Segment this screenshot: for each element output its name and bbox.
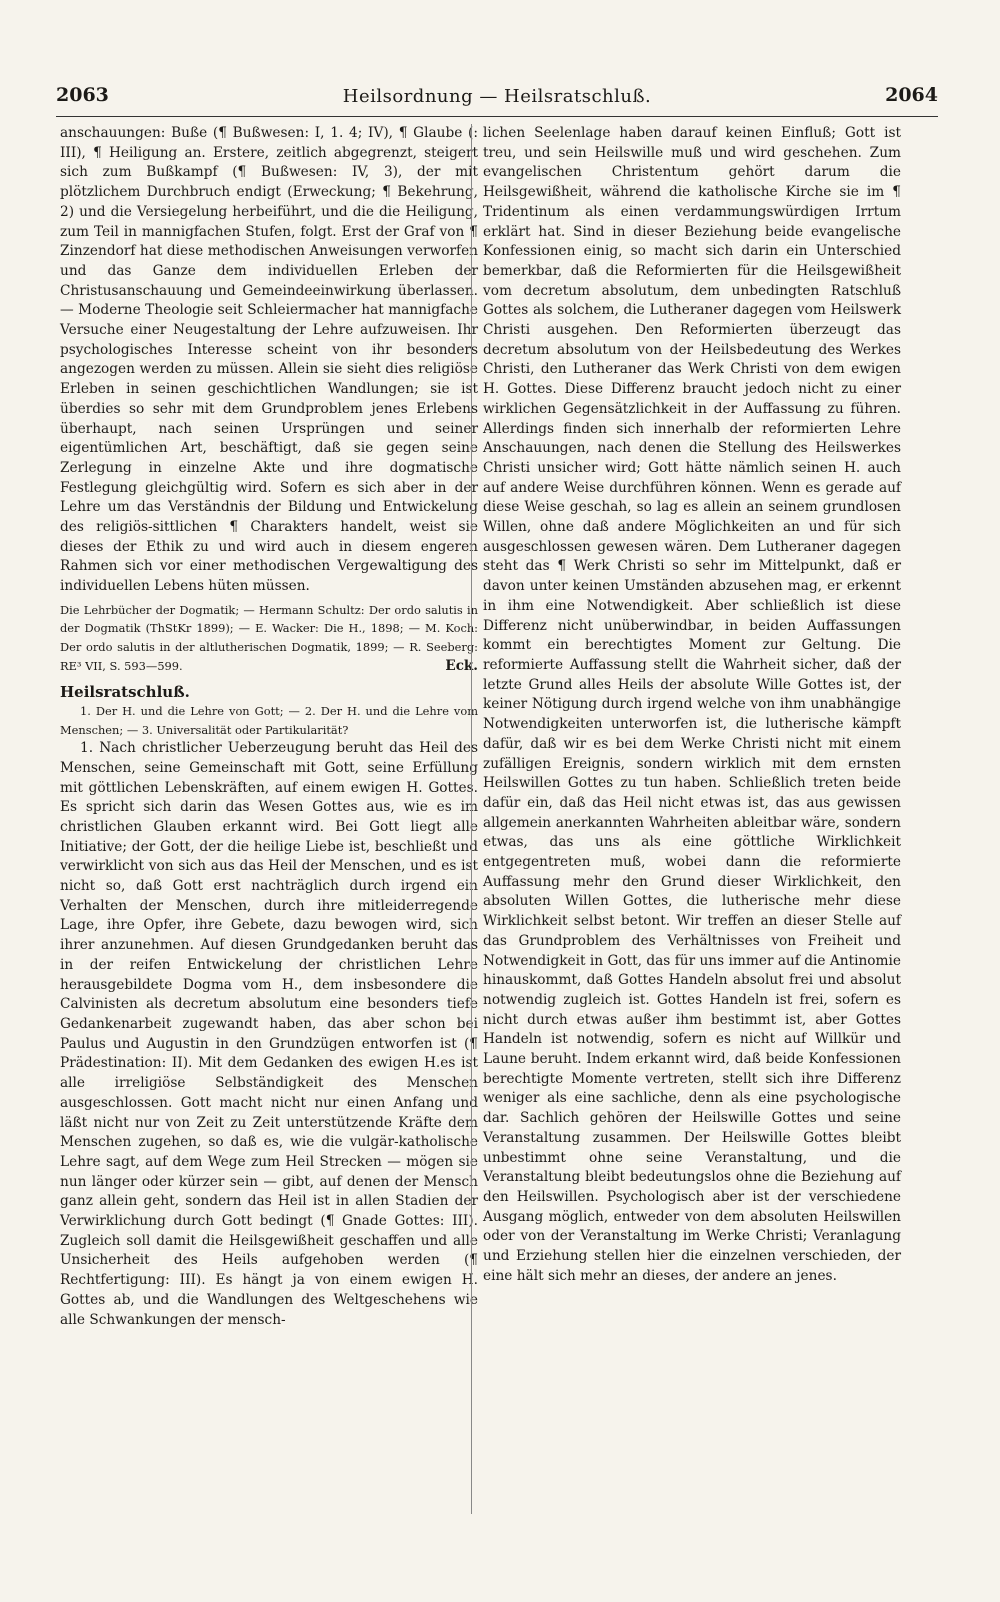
page-number-right: 2064 (885, 84, 938, 106)
page-number-left: 2063 (56, 84, 109, 106)
paragraph-continuation: lichen Seelenlage haben darauf keinen Einfluß; Gott ist treu, und sein Heilswille muß und wird geschehen. Zum evangelischen Christentum gehört darum die Heilsgewißheit, während die katholische Kirche sie im ¶ Tridentinum als einen verdammungswürdigen Irrtum erklärt hat. Sind in dieser Beziehung beide evangelische Konfessionen einig, so macht sich darin ein Unterschied bemerkbar, daß die Reformierten für die Heilsgewißheit vom decretum absolutum, dem unbedingten Ratschluß Gottes als solchem, die Lutheraner dagegen vom Heilswerk Christi ausgehen. Den Reformierten überzeugt das decretum absolutum von der Heilsbedeutung des Werkes Christi, den Lutheraner das Werk Christi von dem ewigen H. Gottes. Diese Differenz braucht jedoch nicht zu einer wirklichen Gegensätzlichkeit in der Auffassung zu führen. Allerdings finden sich innerhalb der reformierten Lehre Anschauungen, nach denen die Stellung des Heilswerkes Christi unsicher wird; Gott hätte nämlich seinen H. auch auf andere Weise durchführen können. Wenn es gerade auf diese Weise geschah, so lag es allein an seinem grundlosen Willen, ohne daß andere Möglichkeiten an und für sich ausgeschlossen gewesen wären. Dem Lutheraner dagegen steht das ¶ Werk Christi so sehr im Mittelpunkt, daß er davon unter keinen Umständen abzusehen mag, er erkennt in ihm eine Notwendigkeit. Aber schließlich ist diese Differenz nicht unüberwindbar, in beiden Auffassungen kommt ein berechtigtes Moment zur Geltung. Die reformierte Auffassung stellt die Wahrheit sicher, daß der letzte Grund alles Heils der absolute Wille Gottes ist, der keiner Nötigung durch irgend welche von ihm unabhängige Notwendigkeiten unterworfen ist, die lutherische kämpft dafür, daß wir es bei dem Werke Christi nicht mit einem zufälligen Ereignis, sondern wirklich mit dem ernsten Heilswillen Gottes zu tun haben. Schließlich treten beide dafür ein, daß das Heil nicht etwas ist, das aus gewissen allgemein anerkannten Wahrheiten ableitbar wäre, sondern etwas, das uns als eine göttliche Wirklichkeit entgegentreten muß, wobei dann die reformierte Auffassung mehr den Grund dieser Wirklichkeit, den absoluten Willen Gottes, die lutherische mehr diese Wirklichkeit selbst betont. Wir treffen an dieser Stelle auf das Grundproblem des Verhältnisses von Freiheit und Notwendigkeit in Gott, das für uns immer auf die Antinomie hinauskommt, daß Gottes Handeln absolut frei und absolut notwendig zugleich ist. Gottes Handeln ist frei, sofern es nicht durch etwas außer ihm bestimmt ist, aber Gottes Handeln ist notwendig, sofern es nicht auf Willkür und Laune beruht. Indem erkannt wird, daß beide Konfessionen berechtigte Momente vertreten, stellt sich ihre Differenz weniger als eine sachliche, denn als eine psychologische dar. Sachlich gehören der Heilswille Gottes und seine Veranstaltung zusammen. Der Heilswille Gottes bleibt unbestimmt ohne seine Veranstaltung, und die Veranstaltung bleibt bedeutungslos ohne die Beziehung auf den Heilswillen. Psychologisch aber ist der verschiedene Ausgang möglich, entweder von dem absoluten Heilswillen oder von der Veranstaltung im Werke Christi; Veranlagung und Erziehung stellen hier die einzelnen verschieden, der eine hält sich mehr an dieses, der andere an jenes. (483, 125, 901, 1284)
left-column (60, 124, 478, 1330)
paragraph-section-1: 1. Nach christlicher Ueberzeugung beruht das Heil des Menschen, seine Gemeinschaft mit Gott, seine Erfüllung mit göttlichen Lebenskräften, auf einem ewigen H. Gottes. Es spricht sich darin das Wesen Gottes aus, wie es im christlichen Glauben erkannt wird. Bei Gott liegt alle Initiative; der Gott, der die heilige Liebe ist, beschließt und verwirklicht von sich aus das Heil der Menschen, und es ist nicht so, daß Gott erst nachträglich durch irgend ein Verhalten der Menschen, durch ihre mitleiderregende Lage, ihre Opfer, ihre Gebete, dazu bewogen wird, sich ihrer anzunehmen. Auf diesen Grundgedanken beruht das in der reifen Entwickelung der christlichen Lehre herausgebildete Dogma vom H., dem insbesondere die Calvinisten als decretum absolutum eine besonders tiefe Gedankenarbeit zugewandt haben, das aber schon bei Paulus und Augustin in den Grundzügen entworfen ist (¶ Prädestination: II). Mit dem Gedanken des ewigen H.es ist alle irreligiöse Selbständigkeit des Menschen ausgeschlossen. Gott macht nicht nur einen Anfang und läßt nicht nur von Zeit zu Zeit unterstützende Kräfte dem Menschen zugehen, so daß es, wie die vulgär-katholische Lehre sagt, auf dem Wege zum Heil Strecken — mögen sie nun länger oder kürzer sein — gibt, auf denen der Mensch ganz allein geht, sondern das Heil ist in allen Stadien der Verwirklichung durch Gott bedingt (¶ Gnade Gottes: III). Zugleich soll damit die Heilsgewißheit geschaffen und alle Unsicherheit des Heils aufgehoben werden (¶ Rechtfertigung: III). Es hängt ja von einem ewigen H. Gottes ab, und die Wandlungen des Weltgeschehens wie alle Schwankungen der mensch- (60, 740, 478, 1328)
column-divider (471, 124, 472, 1514)
article-outline: 1. Der H. und die Lehre von Gott; — 2. Der H. und die Lehre vom Menschen; — 3. Universalität oder Partikularität? (60, 703, 478, 737)
paragraph-heilsordnung-end: anschauungen: Buße (¶ Bußwesen: I, 1. 4; IV), ¶ Glaube (: III), ¶ Heiligung an. Erstere, zeitlich abgegrenzt, steigert sich zum Bußkampf (¶ Bußwesen: IV, 3), der mit plötzlichem Durchbruch endigt (Erweckung; ¶ Bekehrung, 2) und die Versiegelung herbeiführt, und die die Heiligung, zum Teil in mannigfachen Stufen, folgt. Erst der Graf von ¶ Zinzendorf hat diese methodischen Anweisungen verworfen und das Ganze dem individuellen Erleben der Christusanschauung und Gemeindeeinwirkung überlassen. — Moderne Theologie seit Schleiermacher hat mannigfache Versuche einer Neugestaltung der Lehre aufzuweisen. Ihr psychologisches Interesse scheint von ihr besonders angezogen werden zu müssen. Allein sie sieht dies religiöse Erleben in seinen geschichtlichen Wandlungen; sie ist überdies so sehr mit dem Grundproblem jenes Erlebens überhaupt, nach seinen Ursprüngen und seiner eigentümlichen Art, beschäftigt, daß sie gegen seine Zerlegung in einzelne Akte und ihre dogmatische Festlegung gleichgültig wird. Sofern es sich aber in der Lehre um das Verständnis der Bildung und Entwickelung des religiös-sittlichen ¶ Charakters handelt, weist sie dieses der Ethik zu und wird auch in diesem engeren Rahmen sich vor einer methodischen Vergewaltigung des individuellen Lebens hüten müssen. (60, 125, 478, 595)
header-rule (56, 116, 938, 117)
right-column (483, 124, 901, 1286)
bibliography: Die Lehrbücher der Dogmatik; — Hermann Schultz: Der ordo salutis in der Dogmatik (ThStKr 1899); — E. Wacker: Die H., 1898; — M. Koch: Der ordo salutis in der altlutherischen Dogmatik, 1899; — R. Seeberg: RE³ VII, S. 593—599. (60, 602, 478, 673)
page-header (56, 84, 938, 114)
author-signature: Eck. (445, 658, 478, 675)
running-title: Heilsordnung — Heilsratschluß. (342, 86, 652, 107)
article-heading: Heilsratschluß. (60, 682, 190, 701)
